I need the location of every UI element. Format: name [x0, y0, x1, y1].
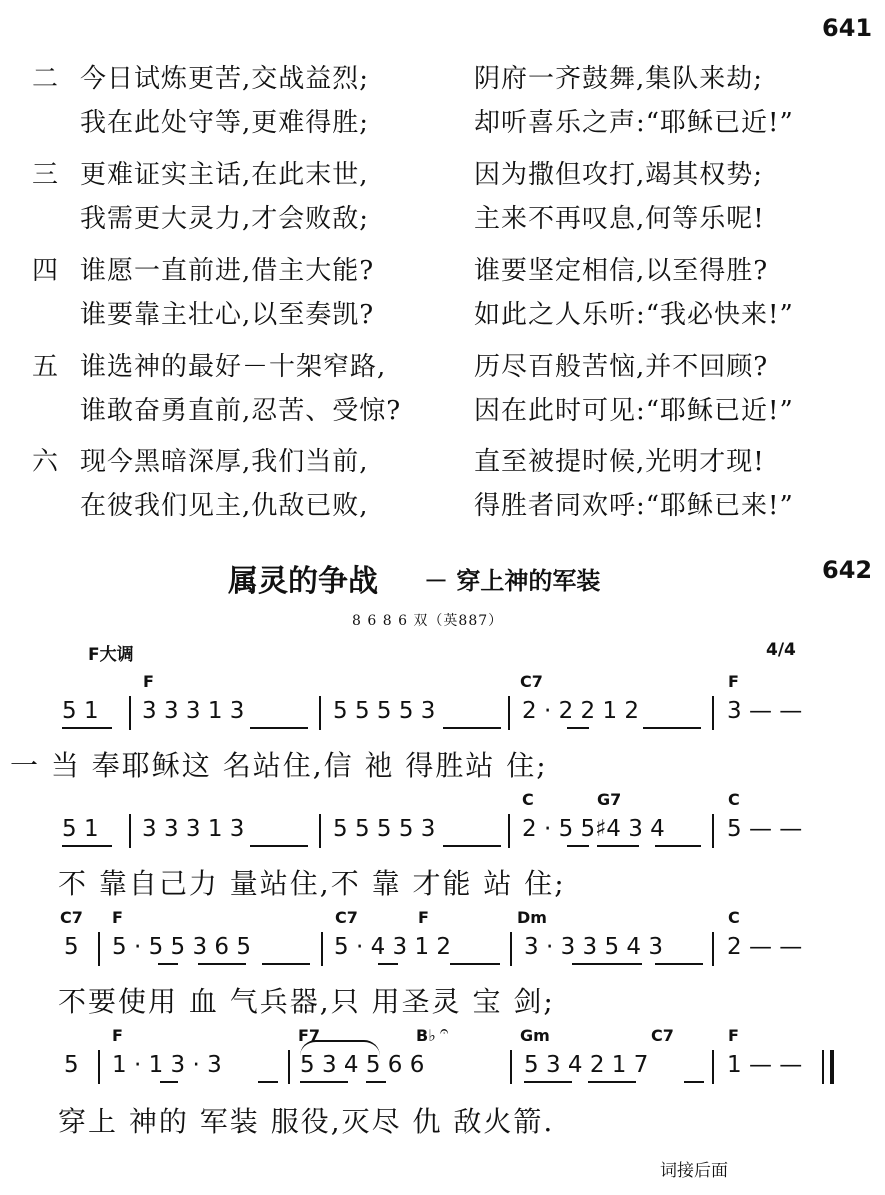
chord-symbol: F [418, 908, 429, 927]
note-group: 2 · 2 2 1 2 [522, 698, 640, 724]
beam-underline [198, 963, 246, 965]
note-group: 1 · 1 3 · 3 [112, 1052, 222, 1078]
hymn-number-641: 641 [822, 14, 873, 42]
chord-symbol: C7 [60, 908, 83, 927]
hymn-title: 属灵的争战 [228, 564, 378, 599]
barline [129, 814, 131, 848]
beam-underline [378, 963, 398, 965]
beam-underline [655, 963, 703, 965]
chord-symbol: C [728, 790, 740, 809]
verse-line: 现今黑暗深厚,我们当前, [80, 447, 369, 477]
hymn-subtitle: － 穿上神的军装 [424, 567, 601, 595]
note-group: 3 · 3 3 5 4 3 [524, 934, 663, 960]
verse-line: 今日试炼更苦,交战益烈; [80, 64, 370, 94]
beam-underline [250, 727, 308, 729]
beam-underline [443, 727, 501, 729]
continuation-note: 词接后面 [660, 1161, 728, 1181]
note-group: 5 · 4 3 1 2 [334, 934, 452, 960]
beam-underline [366, 1081, 386, 1083]
barline [288, 1050, 290, 1084]
final-barline [822, 1050, 824, 1084]
slur-mark [300, 1040, 380, 1056]
verse-line: 更难证实主话,在此末世, [80, 160, 369, 190]
score-lyric: 不要使用 血 气兵器,只 用圣灵 宝 剑; [58, 985, 555, 1018]
beam-underline [443, 845, 501, 847]
beam-underline [450, 963, 500, 965]
note-group: 5 1 [62, 698, 99, 724]
score-lyric: 不 靠自己力 量站住,不 靠 才能 站 住; [58, 867, 566, 900]
note-group: 3 — — [727, 698, 803, 724]
barline [98, 1050, 100, 1084]
verse-number: 四 [32, 256, 59, 286]
beam-underline [655, 845, 701, 847]
chord-symbol: F [728, 672, 739, 691]
note-group: 1 — — [727, 1052, 803, 1078]
barline [319, 696, 321, 730]
note-group: 3 3 3 1 3 [142, 816, 245, 842]
beam-underline [258, 1081, 278, 1083]
beam-underline [567, 727, 589, 729]
chord-symbol: Gm [520, 1026, 550, 1045]
barline [510, 1050, 512, 1084]
verse-number: 二 [32, 64, 59, 94]
note-group: 2 · 5 5♯4 3 4 [522, 816, 665, 842]
chord-symbol: F7 [298, 1026, 321, 1045]
chord-symbol: G7 [597, 790, 622, 809]
barline [321, 932, 323, 966]
barline [510, 932, 512, 966]
note-group: 5 5 5 5 3 [333, 816, 436, 842]
chord-symbol: F [143, 672, 154, 691]
verse-line: 却听喜乐之声:“耶稣已近!” [474, 108, 794, 138]
chord-symbol: F [112, 1026, 123, 1045]
verse-line: 得胜者同欢呼:“耶稣已来!” [474, 491, 794, 521]
note-group: 2 — — [727, 934, 803, 960]
beam-underline [300, 1081, 348, 1083]
beam-underline [262, 963, 310, 965]
verse-line: 谁愿一直前进,借主大能? [80, 256, 375, 286]
beam-underline [62, 727, 112, 729]
verse-line: 历尽百般苦恼,并不回顾? [474, 352, 769, 382]
beam-underline [567, 845, 589, 847]
beam-underline [524, 1081, 572, 1083]
note-group: 5 [64, 1052, 79, 1078]
key-signature: F大调 [88, 645, 134, 665]
barline [712, 932, 714, 966]
verse-line: 因在此时可见:“耶稣已近!” [474, 396, 794, 426]
verse-number: 三 [32, 160, 59, 190]
chord-symbol: C7 [335, 908, 358, 927]
barline [712, 814, 714, 848]
fermata-icon: 𝄐 [440, 1022, 449, 1040]
verse-number: 六 [32, 447, 59, 477]
chord-symbol: C7 [651, 1026, 674, 1045]
chord-symbol: C [522, 790, 534, 809]
verse-line: 谁要坚定相信,以至得胜? [474, 256, 769, 286]
beam-underline [643, 727, 701, 729]
chord-symbol: F [728, 1026, 739, 1045]
beam-underline [62, 845, 112, 847]
note-group: 5 · 5 5 3 6 5 [112, 934, 251, 960]
note-group: 5 [64, 934, 79, 960]
note-group: 5 3 4 2 1 7 [524, 1052, 649, 1078]
verse-line: 谁要靠主壮心,以至奏凯? [80, 300, 375, 330]
score-lyric: 穿上 神的 军装 服役,灭尽 仇 敌火箭. [58, 1105, 555, 1138]
verse-line: 谁选神的最好－十架窄路, [80, 352, 387, 382]
verse-line: 直至被提时候,光明才现! [474, 447, 765, 477]
chord-symbol: C [728, 908, 740, 927]
beam-underline [160, 1081, 178, 1083]
meter-label: 8 6 8 6 双（英887） [352, 613, 504, 629]
note-group: 5 1 [62, 816, 99, 842]
barline [508, 814, 510, 848]
note-group: 5 — — [727, 816, 803, 842]
note-group: 3 3 3 1 3 [142, 698, 245, 724]
barline [319, 814, 321, 848]
verse-line: 谁敢奋勇直前,忍苦、受惊? [80, 396, 402, 426]
barline [98, 932, 100, 966]
beam-underline [684, 1081, 704, 1083]
final-barline [830, 1050, 834, 1084]
verse-line: 如此之人乐听:“我必快来!” [474, 300, 794, 330]
verse-number: 五 [32, 352, 59, 382]
verse-line: 我需更大灵力,才会败敌; [80, 204, 370, 234]
barline [712, 1050, 714, 1084]
verse-line: 阴府一齐鼓舞,集队来劫; [474, 64, 764, 94]
beam-underline [158, 963, 178, 965]
barline [508, 696, 510, 730]
chord-symbol: C7 [520, 672, 543, 691]
verse-line: 主来不再叹息,何等乐呢! [474, 204, 765, 234]
beam-underline [572, 963, 642, 965]
verse-line: 我在此处守等,更难得胜; [80, 108, 370, 138]
barline [712, 696, 714, 730]
verse-line: 因为撒但攻打,竭其权势; [474, 160, 764, 190]
barline [129, 696, 131, 730]
note-group: 5 5 5 5 3 [333, 698, 436, 724]
hymn-number-642: 642 [822, 556, 873, 584]
chord-symbol: F [112, 908, 123, 927]
time-signature: 4/4 [766, 640, 796, 660]
beam-underline [250, 845, 308, 847]
verse-line: 在彼我们见主,仇敌已败, [80, 491, 369, 521]
beam-underline [588, 1081, 636, 1083]
score-lyric: 一 当 奉耶稣这 名站住,信 祂 得胜站 住; [10, 749, 548, 782]
note-group: 5 3 4 5 6 6 [300, 1052, 425, 1078]
beam-underline [597, 845, 639, 847]
chord-symbol: Dm [517, 908, 547, 927]
chord-symbol: B♭ [416, 1026, 436, 1045]
